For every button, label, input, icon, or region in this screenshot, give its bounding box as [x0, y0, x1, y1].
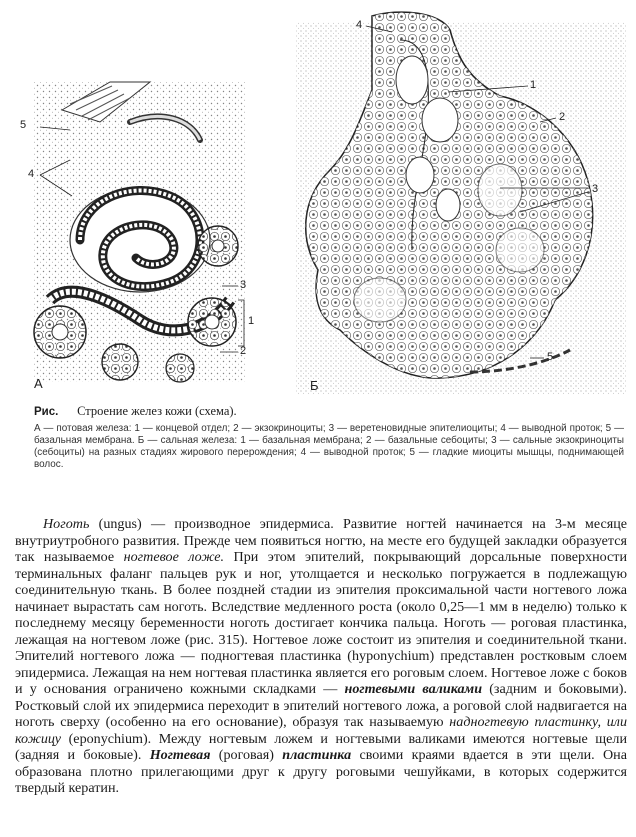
body-text	[15, 516, 627, 797]
term-nail-folds: ногтевыми валиками	[344, 681, 483, 697]
figure-illustration	[0, 0, 636, 402]
caption-title: Строение желез кожи (схема).	[77, 404, 237, 418]
panel-b-letter: Б	[310, 378, 319, 393]
label-b-3: 3	[592, 183, 599, 195]
caption-body: А — потовая железа: 1 — концевой отдел; 2 — экзокриноциты; 3 — веретеновидные эпителиоциты; 4 — выводной проток; 5 — базальная мембрана. Б — сальная железа: 1 — базальная мембрана; 2 — базальные себоциты; 3 — сальные экзокриноциты (себоциты) на разных стадиях жирового перерождения; 4 — выводной проток; 5 — гладкие миоциты мышцы, поднимающей волос.	[34, 423, 624, 470]
text-run: (роговая)	[210, 747, 283, 763]
text-run: При этом эпителий, покрывающий дорсальные поверхности терминальных фаланг пальцев рук и ног, утолщается и несколько погружается в подлежащую соединительную ткань. В более поздней стадии из эпителия проксимальной части ногтевого ложа начинает вырастать сам ноготь. Вследствие медленного роста (около 0,25—1 мм в неделю) только к последнему месяцу беременности ноготь достигает кончика пальца. Ноготь — роговая пластинка, лежащая на ногтевом ложе (рис. 315). Ногтевое ложе состоит из эпителия и соединительной ткани. Эпителий ногтевого ложа — подногтевая пластинка (hyponychium) представлен ростковым слоем эпидермиса. Лежащая на нем ногтевая пластинка является его роговым слоем. Ногтевое ложе с боков и у основания ограничено кожными складками —	[15, 549, 627, 697]
label-a-3: 3	[240, 279, 247, 291]
figure-caption	[34, 403, 624, 471]
term-nail-plate-2: пластинка	[282, 747, 352, 763]
label-b-1: 1	[530, 79, 537, 91]
text-run: (ungus) — производное эпидермиса. Развитие ногтей начинается на 3-м месяце внутриутробного развития. Прежде чем появиться ногтю, на месте его будущей закладки образуется так называемое	[15, 516, 627, 565]
text-run: (задним и боковыми). Ростковый слой их эпидермиса переходит в эпителий ногтевого ложа, а роговой слой надвигается на ноготь сверху (особенно на его основание), образуя так называемую	[15, 681, 627, 730]
panel-b-sebaceous-gland	[296, 12, 626, 394]
label-a-5: 5	[20, 119, 27, 131]
label-b-2: 2	[559, 111, 566, 123]
panel-a-sweat-gland	[34, 82, 246, 382]
panel-a-letter: А	[34, 376, 43, 391]
term-nail: Ноготь	[43, 516, 90, 532]
caption-title-line	[34, 403, 624, 420]
term-nail-plate-1: Ногтевая	[149, 747, 211, 763]
term-eponychium: надногтевую пластинку, или кожицу	[15, 714, 627, 747]
figure	[0, 0, 636, 402]
label-a-2: 2	[240, 345, 247, 357]
paragraph-nail	[15, 516, 627, 797]
label-a-4: 4	[28, 168, 35, 180]
term-nail-bed: ногтевое ложе.	[123, 549, 225, 565]
label-b-4: 4	[356, 19, 363, 31]
caption-prefix: Рис.	[34, 406, 59, 418]
text-run: своими краями вдается в эти щели. Она образована плотно прилегающими друг к другу роговыми чешуйками, в которых содержится твердый кератин.	[15, 747, 627, 796]
label-b-5: 5	[547, 351, 554, 363]
text-run: (eponychium). Между ногтевым ложем и ногтевыми валиками имеются ногтевые щели (задняя и боковые).	[15, 730, 627, 763]
label-a-1: 1	[248, 315, 255, 327]
